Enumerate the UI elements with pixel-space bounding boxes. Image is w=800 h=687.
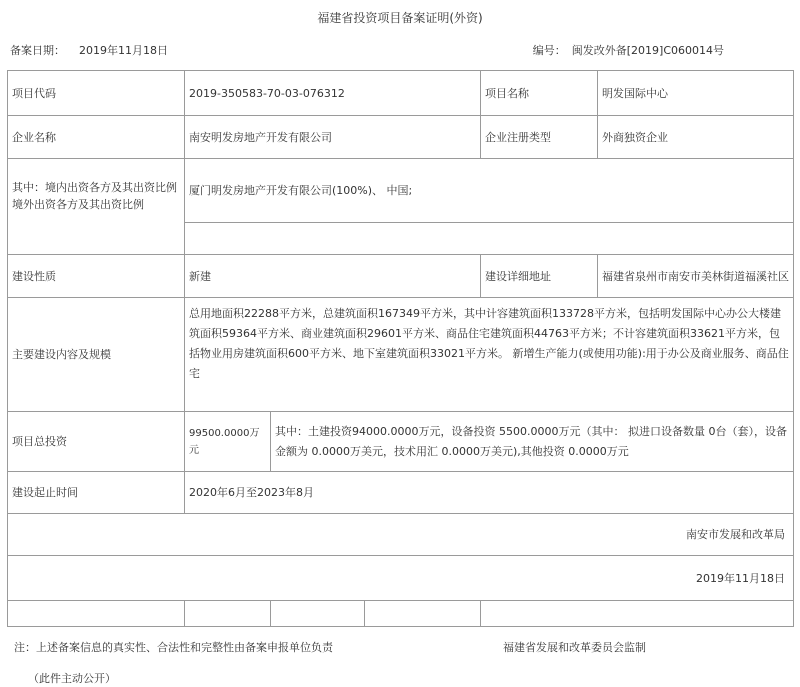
record-date-line	[10, 42, 182, 58]
sign-date: 2019年11月18日	[8, 556, 794, 601]
table-row	[8, 298, 794, 412]
record-date-label: 备案日期：	[10, 44, 65, 57]
table-row	[8, 412, 794, 472]
footer-supervisor: 福建省发展和改革委员会监制	[503, 641, 646, 654]
project-name-label: 项目名称	[481, 71, 598, 115]
reference-number-line	[533, 42, 730, 58]
table-row	[8, 116, 794, 159]
footer-public-notice: （此件主动公开）	[28, 672, 116, 685]
project-code-label: 项目代码	[8, 71, 185, 116]
project-name-value: 明发国际中心	[602, 86, 668, 100]
authority: 南安市发展和改革局	[8, 514, 794, 556]
reference-number: 闽发改外备[2019]C060014号	[571, 44, 724, 57]
table-row	[8, 71, 794, 116]
table-row	[8, 601, 794, 627]
address-label: 建设详细地址	[481, 255, 598, 297]
project-name-cell	[481, 71, 794, 116]
invest-label: 项目总投资	[8, 412, 185, 472]
table-row	[8, 255, 794, 298]
scale-label: 主要建设内容及规模	[8, 298, 185, 412]
table-row	[8, 159, 794, 223]
table-row	[8, 556, 794, 601]
ratio-value: 厦门明发房地产开发有限公司(100%)、 中国;	[185, 159, 794, 223]
record-date: 2019年11月18日	[79, 44, 168, 57]
footer-note: 注：上述备案信息的真实性、合法性和完整性由备案申报单位负责	[14, 641, 333, 654]
invest-total: 99500.0000万元	[185, 412, 271, 472]
empty-cell	[365, 601, 481, 627]
table-row	[8, 514, 794, 556]
filing-table	[7, 70, 794, 627]
empty-cell	[185, 601, 271, 627]
ratio-empty-cell	[185, 223, 794, 255]
reg-type-label: 企业注册类型	[481, 116, 598, 158]
nature-label: 建设性质	[8, 255, 185, 298]
empty-cell	[271, 601, 365, 627]
empty-cell	[8, 601, 185, 627]
table-row	[8, 472, 794, 514]
scale-value: 总用地面积22288平方米，总建筑面积167349平方米，其中计容建筑面积133728平方米，包括明发国际中心办公大楼建筑面积59364平方米、商业建筑面积29601平方米、商品住宅建筑面积44763平方米；不计容建筑面积33621平方米，包括物业用房建筑面积600平方米、地下室建筑面积33021平方米。 新增生产能力(或使用功能):用于办公及商业服务、商品住宅	[185, 298, 794, 412]
reference-label: 编号：	[532, 44, 566, 57]
ratio-label: 其中：境内出资各方及其出资比例 境外出资各方及其出资比例	[8, 159, 185, 255]
period-value: 2020年6月至2023年8月	[185, 472, 794, 514]
nature-value: 新建	[185, 255, 481, 298]
company-label: 企业名称	[8, 116, 185, 159]
company-value: 南安明发房地产开发有限公司	[185, 116, 481, 159]
reg-type-cell	[481, 116, 794, 159]
period-label: 建设起止时间	[8, 472, 185, 514]
address-value: 福建省泉州市南安市美林街道福溪社区	[602, 269, 789, 283]
reg-type-value: 外商独资企业	[602, 130, 668, 144]
empty-cell	[481, 601, 794, 627]
project-code-value: 2019-350583-70-03-076312	[185, 71, 481, 116]
document-title: 福建省投资项目备案证明(外资)	[317, 11, 483, 25]
invest-detail: 其中：土建投资94000.0000万元，设备投资 5500.0000万元（其中： 拟进口设备数量 0台（套），设备金额为 0.0000万美元，技术用汇 0.0000万美元),其他投资 0.0000万元	[271, 412, 794, 472]
address-cell	[481, 255, 794, 298]
